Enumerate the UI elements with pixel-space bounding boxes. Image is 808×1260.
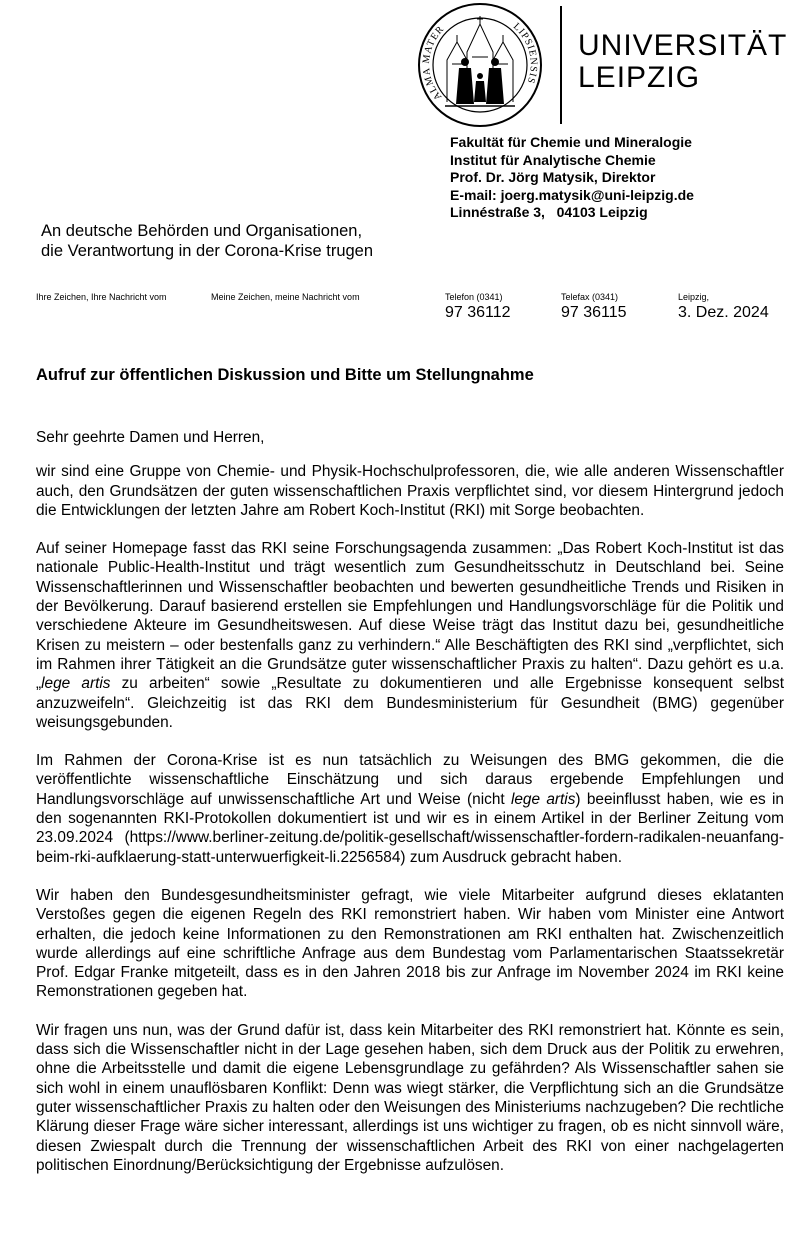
sender-director: Prof. Dr. Jörg Matysik, Direktor — [450, 169, 656, 185]
phone-label: Telefon (0341) — [445, 292, 503, 302]
paragraph-2-part-a: Auf seiner Homepage fasst das RKI seine Forschungsagenda zusammen: „Das Robert Koch-Institut ist das nationale Public-Health-Institut und trägt wesentlich zum Gesundheitsschutz in Deutschland bei. Seine Wissenschaftlerinnen und Wissenschaftler beobachten und bewerten gesundheitliche Trends und Risiken in der Bevölkerung. Darauf basierend erstellen sie Empfehlungen und Handlungsvorschläge für die Politik und verschiedene Akteure im Gesundheitswesen. Auf diese Weise trägt das Institut dazu bei, gesundheitliche Krisen zu meistern – oder bestenfalls ganz zu verhindern.“ Alle Beschäftigten des RKI sind „verpflichtet, sich im Rahmen ihrer Tätigkeit an die Grundsätze guter wissenschaftlicher Praxis zu halten“. Dazu gehört es u.a. „ — [36, 540, 784, 693]
sender-address: Linnéstraße 3, 04103 Leipzig — [450, 204, 648, 220]
paragraph-4: Wir haben den Bundesgesundheitsminister gefragt, wie viele Mitarbeiter aufgrund dieses eklatanten Verstoßes gegen die eigenen Regeln des RKI remonstriert haben. Wir haben vom Minister eine Antwort erhalten, die jedoch keine Informationen zu den Remonstrationen am RKI enthalten hat. Zwischenzeitlich wurde allerdings auf eine schriftliche Anfrage aus dem Bundestag vom Parlamentarischen Staatssekretär Prof. Edgar Franke mitgeteilt, dass es in den Jahren 2018 bis zur Anfrage im November 2024 im RKI keine Remonstrationen gegeben hat. — [36, 886, 784, 1001]
fax-label: Telefax (0341) — [561, 292, 619, 302]
letter-subject: Aufruf zur öffentlichen Diskussion und Bitte um Stellungnahme — [36, 366, 534, 384]
paragraph-3 — [36, 751, 784, 867]
paragraph-3-italic: lege artis — [510, 790, 576, 808]
letter-body — [36, 428, 784, 1194]
sender-block — [450, 134, 694, 222]
university-wordmark — [578, 30, 787, 94]
paragraph-2 — [36, 539, 784, 732]
sender-institute: Institut für Analytische Chemie — [450, 151, 656, 168]
paragraph-5: Wir fragen uns nun, was der Grund dafür ist, dass kein Mitarbeiter des RKI remonstriert hat. Könnte es sein, dass sich die Wissenschaftler nicht in der Lage gesehen haben, sich dem Druck aus der Politik zu erwehren, ohne die Arbeitsstelle und damit die eigene Lebensgrundlage zu gefährden? Als Wissenschaftler sahen sie sich wohl in einem unauflösbaren Konflikt: Denn was wiegt stärker, die Verpflichtung sich an die Grundsätze guter wissenschaftlicher Praxis zu halten oder den Weisungen des Ministeriums nachzugeben? Die rechtliche Klärung dieser Frage wäre sicher interessant, allerdings ist uns wichtiger zu fragen, ob es nicht sinnvoll wäre, diesen Zwiespalt durch die Trennung der wissenschaftlichen Arbeit des RKI von einer nachgelagerten politischen Einordnung/Berücksichtigung der Ergebnisse aufzulösen. — [36, 1021, 784, 1174]
letter-date: 3. Dez. 2024 — [678, 304, 769, 321]
university-name-line2: LEIPZIG — [578, 61, 701, 94]
paragraph-2-italic: lege artis — [41, 675, 111, 693]
seal-text-left: ALMA MATER — [420, 23, 447, 103]
paragraph-2-part-b: zu arbeiten“ sowie „Resultate zu dokumentieren und alle Ergebnisse konsequent selbst anzuzweifeln“. Gleichzeitig ist das RKI dem Bundesministerium für Gesundheit (BMG) gegenüber weisungsgebunden. — [36, 675, 784, 731]
university-name-line1: UNIVERSITÄT — [578, 29, 788, 62]
paragraph-1: wir sind eine Gruppe von Chemie- und Physik-Hochschulprofessoren, die, wie alle anderen Wissenschaftler auch, den Grundsätzen der guten wissenschaftlichen Praxis verpflichtet sind, vor diesem Hintergrund jedoch die Entwicklungen der letzten Jahre am Robert Koch-Institut (RKI) mit Sorge beobachten. — [36, 463, 784, 519]
sender-email: E-mail: joerg.matysik@uni-leipzig.de — [450, 186, 694, 203]
paragraph-3-part-b: ) beeinflusst haben, wie es in den sogenannten RKI-Protokollen dokumentiert ist und wir es in einem Artikel in der Berliner Zeitung vom 23.09.2024 (https://www.berliner-zeitung.de/politik-gesellschaft/wissenschaftler-fordern-radikalen-neuanfang-beim-rki-aufklaerung-statt-unterwuerfigkeit-li.2256584) zum Ausdruck gebracht haben. — [36, 790, 784, 866]
your-reference-label: Ihre Zeichen, Ihre Nachricht vom — [36, 292, 167, 302]
seal-text-right: LIPSIENSIS — [510, 21, 539, 86]
recipient-block — [41, 221, 373, 261]
recipient-line1: An deutsche Behörden und Organisationen, — [41, 222, 363, 240]
logo-divider — [560, 6, 562, 124]
university-seal-logo — [417, 2, 543, 128]
place-label: Leipzig, — [678, 292, 710, 302]
recipient-line2: die Verantwortung in der Corona-Krise trugen — [41, 242, 374, 260]
salutation: Sehr geehrte Damen und Herren, — [36, 429, 265, 446]
sender-faculty: Fakultät für Chemie und Mineralogie — [450, 134, 692, 150]
paragraph-3-part-a: Im Rahmen der Corona-Krise ist es nun tatsächlich zu Weisungen des BMG gekommen, die die veröffentlichte wissenschaftliche Einschätzung und sich daraus ergebende Empfehlungen und Handlungsvorschläge auf unwissenschaftliche Art und Weise (nicht — [36, 752, 784, 808]
phone-number: 97 36112 — [445, 304, 511, 321]
my-reference-label: Meine Zeichen, meine Nachricht vom — [211, 292, 360, 302]
fax-number: 97 36115 — [561, 304, 627, 321]
